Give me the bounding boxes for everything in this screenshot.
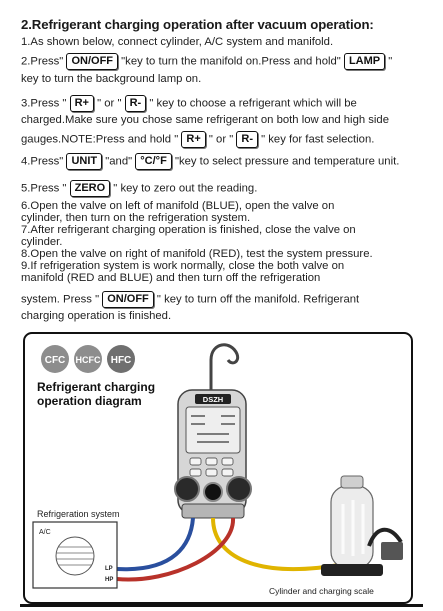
charging-diagram (23, 332, 413, 604)
step-3-text-c: " key to choose a refrigerant which will be (146, 97, 357, 110)
step-3-text-a: 3.Press " (21, 97, 70, 110)
sight-glass (204, 483, 222, 501)
diagram-title-line-2: operation diagram (37, 394, 142, 408)
refrigerant-badges (41, 345, 135, 373)
ac-label: A/C (39, 529, 51, 536)
step-6-line-2: cylinder, then turn on the refrigeration system. (21, 212, 251, 224)
step-3-text-e: gauges.NOTE:Press and hold " (21, 133, 182, 146)
r-minus-key: R- (125, 95, 147, 112)
scale-display (381, 542, 403, 560)
lcd-screen (186, 407, 240, 453)
on-off-key: ON/OFF (66, 53, 118, 70)
step-2-line-1 (21, 53, 392, 70)
step-3-line-1 (21, 95, 357, 112)
step-4-text-b: "and" (102, 155, 136, 168)
step-3-text-g: " key for fast selection. (257, 133, 375, 146)
on-off-key-2: ON/OFF (102, 291, 154, 308)
step-5-text-a: 5.Press " (21, 182, 70, 195)
fan-grille (56, 537, 94, 575)
badge-hfc-label: HFC (110, 355, 132, 366)
step-8: 8.Open the valve on right of manifold (RED), test the system pressure. (21, 248, 373, 260)
step-2-line-2: key to turn the background lamp on. (21, 73, 202, 85)
step-9-text-c: system. Press " (21, 293, 103, 306)
step-9-text-d: " key to turn off the manifold. Refrigerant (153, 293, 360, 306)
step-9-line-1: 9.If refrigeration system is work normally, close the both valve on (21, 260, 345, 272)
zero-key: ZERO (70, 180, 111, 197)
step-5-text-b: " key to zero out the reading. (110, 182, 258, 195)
bottom-rule (20, 604, 423, 607)
step-9-line-3 (21, 291, 359, 308)
r-minus-key-2: R- (236, 131, 258, 148)
badge-hcfc-label: HCFC (75, 355, 101, 365)
step-6-line-1: 6.Open the valve on left of manifold (BLUE), open the valve on (21, 200, 335, 212)
hanging-hook (211, 345, 238, 390)
cylinder-label: Cylinder and charging scale (269, 586, 374, 596)
hoses (117, 518, 345, 580)
step-2-text-a: 2.Press" (21, 55, 67, 68)
step-4 (21, 153, 399, 170)
step-4-text-c: "key to select pressure and temperature unit. (171, 155, 400, 168)
step-9-line-2: manifold (RED and BLUE) and then turn off the refrigeration (21, 272, 321, 284)
step-2-text-c: " (385, 55, 393, 68)
step-4-text-a: 4.Press" (21, 155, 67, 168)
step-7-line-2: cylinder. (21, 236, 63, 248)
diagram-title-line-1: Refrigerant charging (37, 380, 156, 394)
step-7-line-1: 7.After refrigerant charging operation is finished, close the valve on (21, 224, 356, 236)
manifold-base (182, 504, 244, 518)
section-heading: 2.Refrigerant charging operation after vacuum operation: (21, 17, 374, 32)
charging-scale (321, 564, 383, 576)
low-side-knob (175, 477, 199, 501)
digital-manifold (175, 390, 251, 518)
step-2-text-b: "key to turn the manifold on.Press and hold" (118, 55, 344, 68)
keypad-button (222, 458, 233, 465)
high-side-knob (227, 477, 251, 501)
lp-port-label: LP (105, 566, 113, 572)
step-5 (21, 180, 257, 197)
refrigeration-system (33, 509, 120, 588)
step-3-text-b: " or " (93, 97, 125, 110)
r-plus-key: R+ (70, 95, 94, 112)
keypad-button (190, 469, 201, 476)
step-3-line-2: charged.Make sure you chose same refrigerant on both low and high side (21, 114, 389, 126)
refrigerant-cylinder (269, 476, 403, 596)
keypad-button (190, 458, 201, 465)
badge-cfc-label: CFC (44, 355, 66, 366)
step-3-text-f: " or " (205, 133, 237, 146)
blue-hose (117, 518, 193, 569)
unit-key: UNIT (66, 153, 102, 170)
cylinder-valve (341, 476, 363, 488)
step-1: 1.As shown below, connect cylinder, A/C system and manifold. (21, 36, 334, 48)
diagram-illustration (25, 334, 411, 602)
brand-label: DSZH (202, 395, 224, 404)
step-9-line-4: charging operation is finished. (21, 310, 172, 322)
r-plus-key-2: R+ (181, 131, 205, 148)
keypad-button (206, 458, 217, 465)
system-label: Refrigeration system (37, 509, 120, 519)
lamp-key: LAMP (344, 53, 385, 70)
step-3-line-3 (21, 131, 374, 148)
keypad-button (206, 469, 217, 476)
keypad-button (222, 469, 233, 476)
hp-port-label: HP (105, 577, 114, 583)
temp-unit-key: °C/°F (135, 153, 172, 170)
